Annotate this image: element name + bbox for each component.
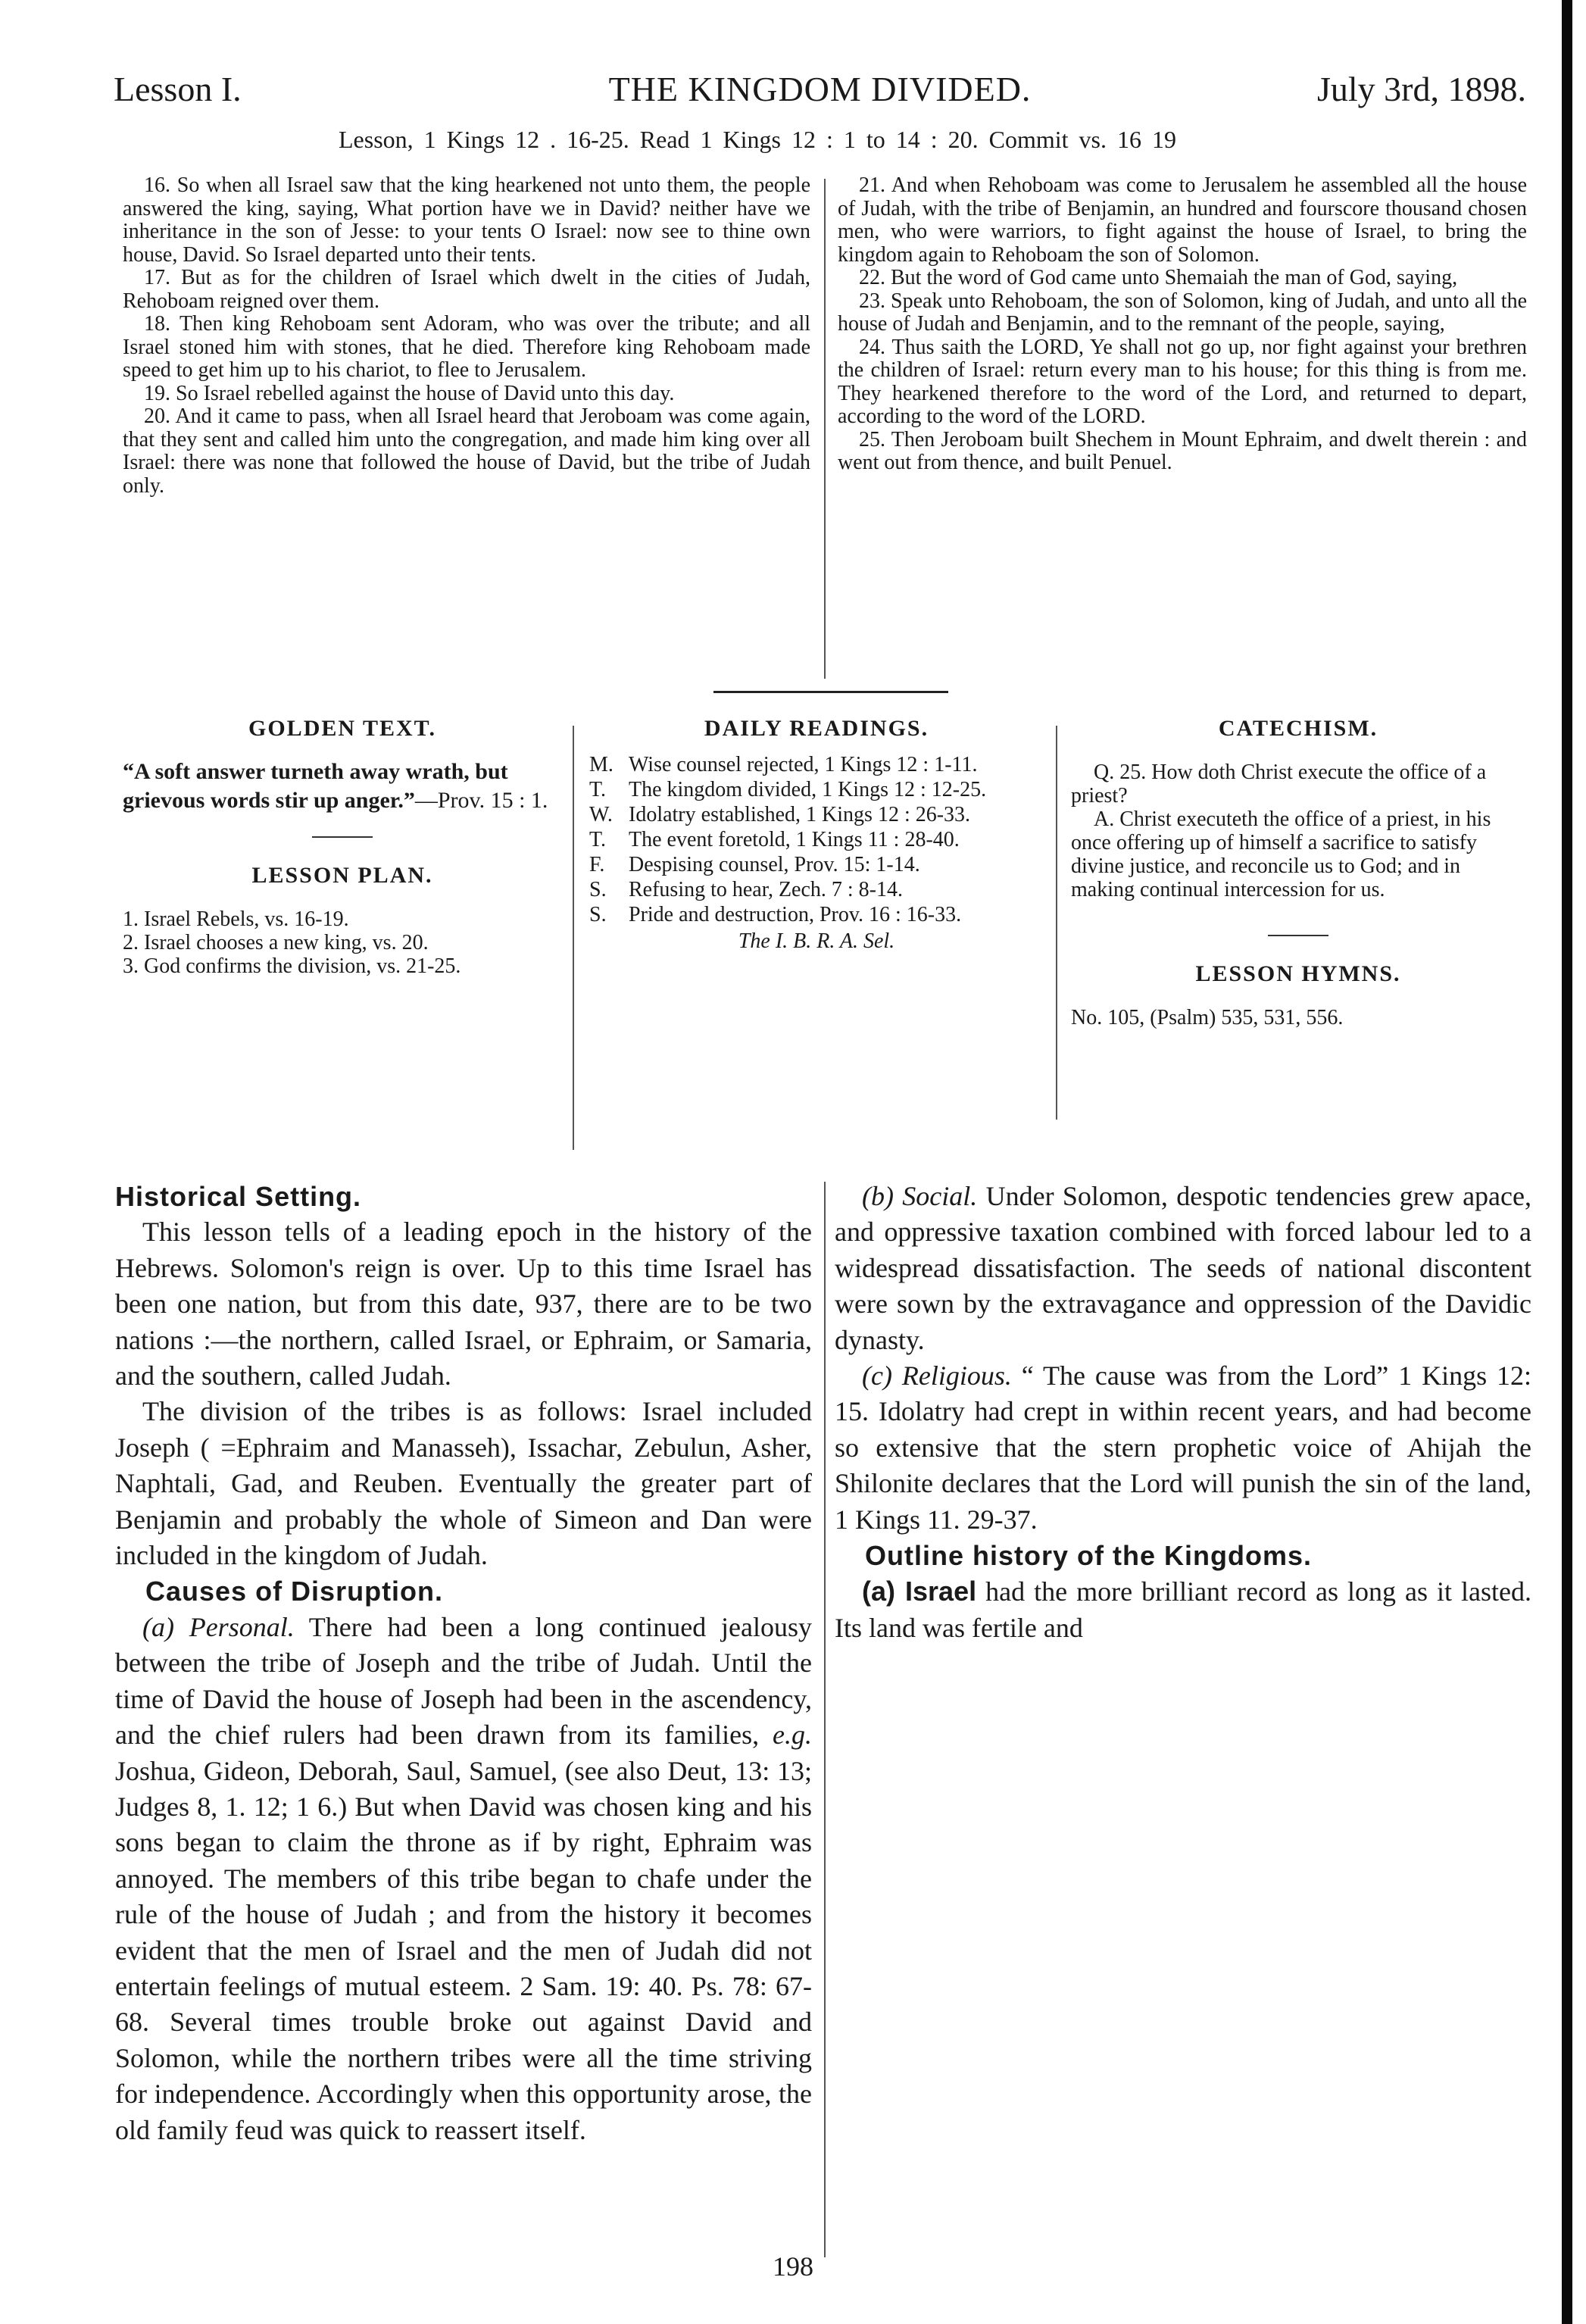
catechism-title: CATECHISM. (1218, 716, 1378, 741)
short-rule (1268, 935, 1328, 936)
verse-17: 17. But as for the children of Israel which dwelt in the cities of Judah, Rehoboam reigned over them. (123, 266, 810, 313)
article-paragraph-personal: (a) Personal. There had been a long continued jealousy between the tribe of Joseph and the tribe of Judah. Until the time of David the house of Joseph had been in the ascendency, and the chief rulers had been drawn from its families, e.g. Joshua, Gideon, Deborah, Saul, Samuel, (see also Deut, 13: 13; Judges 8, 1. 12; 1 6.) But when David was chosen king and his sons began to claim the throne as if by right, Ephraim was annoyed. The members of this tribe began to chafe under the rule of the house of Judah ; and from the history it becomes evident that the men of Israel and the men of Judah did not entertain feelings of mutual esteem. 2 Sam. 19: 40. Ps. 78: 67-68. Several times trouble broke out against David and Solomon, while the northern tribes were all the time striving for independence. Accordingly when this opportunity arose, the old family feud was quick to reassert itself. (115, 1611, 812, 2145)
article-column-divider (824, 1182, 826, 2257)
lesson-number: Lesson I. (114, 70, 242, 108)
lesson-plan-item: 1. Israel Rebels, vs. 16-19. (123, 907, 349, 931)
verse-22: 22. But the word of God came unto Shemaiah the man of God, saying, (859, 266, 1458, 289)
scan-edge-bar (1562, 0, 1572, 2324)
lesson-hymns-title: LESSON HYMNS. (1195, 961, 1401, 986)
verse-18: 18. Then king Rehoboam sent Adoram, who was over the tribute; and all Israel stoned him with stones, that he died. Therefore king Rehoboam made speed to get him up to his chariot, to flee to Jerusalem. (123, 312, 810, 382)
readings-signature: The I. B. R. A. Sel. (738, 929, 895, 953)
article-paragraph: The division of the tribes is as follows: Israel included Joseph ( =Ephraim and Manasseh), Issachar, Zebulun, Asher, Naphtali, Gad, and Reuben. Eventually the greater part of Benjamin and probably the whole of Simeon and Dan were included in the kingdom of Judah. (115, 1396, 812, 1571)
scripture-right-column (838, 174, 1527, 475)
article-left-column (115, 1179, 812, 2148)
lesson-subheader: Lesson, 1 Kings 12 . 16-25. Read 1 Kings 12 : 1 to 14 : 20. Commit vs. 16 19 (339, 126, 1176, 153)
catechism-question: Q. 25. How doth Christ execute the office of a priest? (1071, 761, 1487, 807)
scripture-column-divider (824, 179, 826, 679)
verse-24: 24. Thus saith the LORD, Ye shall not go up, nor fight against your brethren the children of Israel: return every man to his house; for this thing is from me. They hearkened therefore to the word of the Lord, and returned to depart, according to the word of the LORD. (838, 335, 1527, 428)
daily-readings-box (589, 714, 1044, 953)
daily-readings-title: DAILY READINGS. (704, 716, 929, 741)
article-paragraph: This lesson tells of a leading epoch in the history of the Hebrews. Solomon's reign is over. Up to this time Israel has been one nation, but from this date, 937, there are to be two nations :—the northern, called Israel, or Ephraim, or Samaria, and the southern, called Judah. (115, 1217, 812, 1392)
golden-text-quote: “A soft answer turneth away wrath, but grievous words stir up anger.” (123, 759, 508, 813)
box-divider-right (1056, 726, 1057, 1120)
verse-16: 16. So when all Israel saw that the king hearkened not unto them, the people answered the king, saying, What portion have we in David? neither have we inheritance in the son of Jesse: to your tents O Israel: now see to thine own house, David. So Israel departed unto their tents. (123, 173, 810, 267)
article-paragraph-israel: (a) Israel had the more brilliant record as long as it lasted. Its land was fertile and (835, 1576, 1531, 1643)
verse-19: 19. So Israel rebelled against the house of David unto this day. (144, 381, 675, 405)
daily-readings-list (589, 754, 1044, 925)
lesson-plan-item: 3. God confirms the division, vs. 21-25. (123, 954, 461, 978)
catechism-box (1071, 714, 1525, 1029)
page-header (114, 67, 1526, 120)
reading-item: T. The kingdom divided, 1 Kings 12 : 12-25. (589, 778, 987, 801)
historical-setting-heading: Historical Setting. (115, 1181, 362, 1212)
reading-item: M. Wise counsel rejected, 1 Kings 12 : 1-11. (589, 753, 978, 776)
article-right-column (835, 1179, 1531, 1646)
reading-item: F. Despising counsel, Prov. 15: 1-14. (589, 853, 920, 876)
lesson-title: THE KINGDOM DIVIDED. (608, 70, 1032, 108)
catechism-answer: A. Christ executeth the office of a priest, in his once offering up of himself a sacrifice to satisfy divine justice, and reconcile us to God; and in making continual intercession for us. (1071, 807, 1491, 901)
article-paragraph-social: (b) Social. Under Solomon, despotic tendencies grew apace, and oppressive taxation combined with forced labour led to a widespread dissatisfaction. The seeds of national discontent were sown by the extravagance and oppression of the Davidic dynasty. (835, 1181, 1531, 1355)
golden-text-title: GOLDEN TEXT. (248, 716, 436, 741)
page-number: 198 (773, 2251, 813, 2282)
verse-25: 25. Then Jeroboam built Shechem in Mount Ephraim, and dwelt therein : and went out from thence, and built Penuel. (838, 427, 1527, 474)
lesson-date: July 3rd, 1898. (1317, 70, 1526, 108)
reading-item: T. The event foretold, 1 Kings 11 : 28-40. (589, 828, 960, 851)
lesson-plan-list (123, 907, 562, 978)
section-rule (713, 691, 948, 693)
short-rule (312, 836, 373, 838)
reading-item: S. Refusing to hear, Zech. 7 : 8-14. (589, 878, 904, 901)
reading-item: S. Pride and destruction, Prov. 16 : 16-33. (589, 903, 962, 926)
causes-heading: Causes of Disruption. (145, 1576, 444, 1607)
scripture-left-column (123, 174, 810, 498)
box-divider-left (573, 726, 574, 1150)
lesson-plan-title: LESSON PLAN. (251, 863, 433, 888)
golden-text-ref: —Prov. 15 : 1. (414, 788, 548, 813)
verse-23: 23. Speak unto Rehoboam, the son of Solomon, king of Judah, and unto all the house of Judah and Benjamin, and to the remnant of the people, saying, (838, 289, 1527, 336)
verse-21: 21. And when Rehoboam was come to Jerusalem he assembled all the house of Judah, with the tribe of Benjamin, an hundred and fourscore thousand chosen men, who were warriors, to fight against the house of Israel, to bring the kingdom again to Rehoboam the son of Solomon. (838, 173, 1527, 267)
lesson-hymns-text: No. 105, (Psalm) 535, 531, 556. (1071, 1006, 1344, 1029)
outline-history-heading: Outline history of the Kingdoms. (865, 1540, 1312, 1572)
lesson-plan-item: 2. Israel chooses a new king, vs. 20. (123, 931, 429, 954)
article-paragraph-religious: (c) Religious. “ The cause was from the Lord” 1 Kings 12: 15. Idolatry had crept in within recent years, and had become so extensive that the stern prophetic voice of Ahijah the Shilonite declares that the Lord will punish the sin of the land, 1 Kings 11. 29-37. (835, 1360, 1531, 1535)
verse-20: 20. And it came to pass, when all Israel heard that Jeroboam was come again, that they sent and called him unto the congregation, and made him king over all Israel: there was none that followed the house of David, but the tribe of Judah only. (123, 405, 810, 498)
golden-text-box (123, 714, 562, 978)
reading-item: W. Idolatry established, 1 Kings 12 : 26-33. (589, 803, 971, 826)
